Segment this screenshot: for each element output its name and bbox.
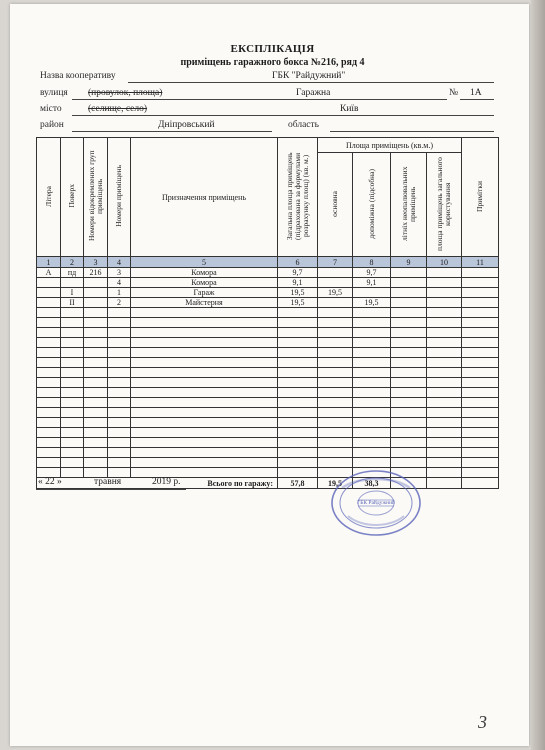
empty-cell — [391, 338, 427, 348]
empty-cell — [131, 338, 278, 348]
header-litera: Літера — [37, 138, 61, 257]
empty-cell — [462, 458, 499, 468]
empty-cell — [318, 388, 353, 398]
empty-cell — [131, 428, 278, 438]
empty-cell — [37, 438, 61, 448]
empty-cell — [84, 338, 108, 348]
col-num: 6 — [278, 257, 318, 268]
empty-cell — [37, 448, 61, 458]
number-line — [460, 99, 494, 100]
empty-cell — [61, 358, 84, 368]
empty-cell — [391, 308, 427, 318]
empty-cell — [427, 418, 462, 428]
header-rooms: Номери приміщень — [108, 138, 131, 257]
empty-cell — [61, 318, 84, 328]
empty-cell — [462, 388, 499, 398]
empty-cell — [108, 388, 131, 398]
empty-cell — [61, 468, 84, 478]
empty-cell — [37, 388, 61, 398]
cell-room: 4 — [108, 278, 131, 288]
empty-cell — [318, 378, 353, 388]
empty-table-row — [37, 468, 499, 478]
cell-total: 19,5 — [278, 288, 318, 298]
empty-cell — [427, 458, 462, 468]
empty-cell — [108, 378, 131, 388]
empty-cell — [37, 458, 61, 468]
page-edge-shadow — [531, 0, 545, 750]
cell-floor: І — [61, 288, 84, 298]
empty-cell — [318, 368, 353, 378]
empty-cell — [84, 408, 108, 418]
empty-cell — [108, 448, 131, 458]
empty-cell — [61, 378, 84, 388]
empty-table-row — [37, 318, 499, 328]
empty-cell — [427, 398, 462, 408]
empty-cell — [318, 318, 353, 328]
empty-cell — [462, 348, 499, 358]
cell-litera — [37, 288, 61, 298]
cell-group — [84, 288, 108, 298]
empty-cell — [462, 318, 499, 328]
empty-cell — [37, 398, 61, 408]
cell-purpose: Комора — [131, 278, 278, 288]
empty-cell — [61, 418, 84, 428]
empty-cell — [84, 468, 108, 478]
empty-table-row — [37, 398, 499, 408]
empty-cell — [318, 458, 353, 468]
empty-cell — [61, 328, 84, 338]
empty-table-row — [37, 348, 499, 358]
cell-floor — [61, 278, 84, 288]
empty-cell — [353, 408, 391, 418]
empty-cell — [61, 428, 84, 438]
empty-cell — [462, 378, 499, 388]
district-label: район — [40, 120, 64, 130]
empty-cell — [61, 408, 84, 418]
empty-cell — [391, 368, 427, 378]
empty-cell — [278, 308, 318, 318]
empty-cell — [108, 328, 131, 338]
total-aux: 38,3 — [353, 478, 391, 489]
empty-cell — [278, 408, 318, 418]
cell-purpose: Гараж — [131, 288, 278, 298]
document-title: ЕКСПЛІКАЦІЯ — [230, 43, 315, 55]
empty-cell — [37, 328, 61, 338]
page-number: 3 — [478, 712, 487, 732]
empty-cell — [318, 348, 353, 358]
empty-cell — [353, 328, 391, 338]
empty-cell — [353, 308, 391, 318]
empty-cell — [108, 408, 131, 418]
city-value: Київ — [340, 104, 359, 114]
empty-cell — [462, 308, 499, 318]
empty-cell — [61, 398, 84, 408]
table-row — [37, 278, 499, 288]
empty-cell — [131, 348, 278, 358]
table-row — [37, 298, 499, 308]
empty-cell — [318, 438, 353, 448]
empty-cell — [61, 338, 84, 348]
empty-cell — [108, 368, 131, 378]
col-num: 8 — [353, 257, 391, 268]
empty-cell — [462, 338, 499, 348]
empty-cell — [391, 398, 427, 408]
empty-table-row — [37, 438, 499, 448]
empty-cell — [353, 348, 391, 358]
empty-cell — [37, 378, 61, 388]
empty-cell — [108, 358, 131, 368]
empty-cell — [318, 448, 353, 458]
empty-cell — [318, 398, 353, 408]
empty-cell — [462, 468, 499, 478]
district-value: Дніпровський — [158, 120, 215, 130]
header-main: основна — [318, 153, 353, 257]
cell-floor: ІІ — [61, 298, 84, 308]
empty-cell — [108, 348, 131, 358]
empty-cell — [278, 458, 318, 468]
empty-cell — [278, 348, 318, 358]
empty-cell — [61, 308, 84, 318]
empty-cell — [427, 378, 462, 388]
cell-aux — [353, 288, 391, 298]
empty-cell — [391, 358, 427, 368]
col-num: 1 — [37, 257, 61, 268]
region-line — [330, 131, 494, 132]
cell-aux: 9,7 — [353, 268, 391, 278]
empty-cell — [278, 388, 318, 398]
empty-cell — [131, 358, 278, 368]
date-month: травня — [94, 477, 122, 487]
empty-cell — [318, 308, 353, 318]
empty-cell — [353, 398, 391, 408]
empty-cell — [427, 328, 462, 338]
empty-table-row — [37, 448, 499, 458]
empty-cell — [108, 418, 131, 428]
empty-cell — [61, 348, 84, 358]
empty-cell — [318, 328, 353, 338]
col-num: 11 — [462, 257, 499, 268]
cell-main — [318, 298, 353, 308]
empty-cell — [353, 438, 391, 448]
empty-cell — [353, 378, 391, 388]
empty-cell — [427, 338, 462, 348]
cell-purpose: Майстерня — [131, 298, 278, 308]
empty-cell — [353, 418, 391, 428]
empty-cell — [108, 398, 131, 408]
street-line — [72, 99, 447, 100]
empty-cell — [353, 338, 391, 348]
coop-value: ГБК "Райдужний" — [272, 71, 346, 81]
city-label: місто — [40, 104, 62, 114]
round-stamp — [328, 468, 424, 538]
empty-rows — [37, 308, 499, 478]
empty-cell — [318, 338, 353, 348]
cell-litera — [37, 278, 61, 288]
empty-cell — [278, 398, 318, 408]
empty-cell — [131, 408, 278, 418]
empty-cell — [318, 408, 353, 418]
empty-table-row — [37, 368, 499, 378]
empty-cell — [131, 448, 278, 458]
empty-cell — [462, 328, 499, 338]
col-num: 5 — [131, 257, 278, 268]
table-row — [37, 268, 499, 278]
empty-cell — [61, 458, 84, 468]
empty-cell — [427, 368, 462, 378]
empty-table-row — [37, 418, 499, 428]
empty-cell — [427, 318, 462, 328]
empty-cell — [462, 448, 499, 458]
empty-cell — [391, 418, 427, 428]
empty-cell — [131, 468, 278, 478]
empty-cell — [391, 428, 427, 438]
street-label: вулиця — [40, 88, 68, 98]
empty-cell — [278, 428, 318, 438]
empty-cell — [462, 358, 499, 368]
header-aux: допоміжна (підсобна) — [353, 153, 391, 257]
coop-line — [128, 82, 494, 83]
empty-cell — [61, 388, 84, 398]
empty-cell — [278, 318, 318, 328]
empty-cell — [84, 448, 108, 458]
empty-cell — [391, 438, 427, 448]
empty-cell — [462, 368, 499, 378]
empty-cell — [131, 378, 278, 388]
empty-cell — [37, 308, 61, 318]
empty-cell — [391, 408, 427, 418]
total-label: Всього по гаражу: — [37, 478, 278, 489]
empty-cell — [131, 458, 278, 468]
empty-cell — [278, 448, 318, 458]
cell-total: 9,1 — [278, 278, 318, 288]
header-floor: Поверх — [61, 138, 84, 257]
empty-cell — [391, 378, 427, 388]
empty-cell — [108, 318, 131, 328]
empty-cell — [108, 438, 131, 448]
empty-cell — [61, 448, 84, 458]
cell-room: 3 — [108, 268, 131, 278]
empty-cell — [84, 308, 108, 318]
empty-cell — [278, 338, 318, 348]
empty-cell — [131, 398, 278, 408]
region-label: область — [288, 120, 320, 130]
stamp-text: ГБК Райдужний — [357, 500, 395, 506]
date-day: « 22 » — [38, 477, 62, 487]
empty-cell — [84, 458, 108, 468]
empty-cell — [84, 388, 108, 398]
date-line — [36, 489, 186, 490]
empty-cell — [37, 318, 61, 328]
empty-cell — [462, 398, 499, 408]
empty-cell — [427, 428, 462, 438]
empty-table-row — [37, 328, 499, 338]
cell-group — [84, 278, 108, 288]
empty-cell — [84, 378, 108, 388]
total-main: 19,5 — [318, 478, 353, 489]
cell-room: 1 — [108, 288, 131, 298]
date-year: 2019 р. — [152, 477, 181, 487]
empty-cell — [37, 408, 61, 418]
cell-purpose: Комора — [131, 268, 278, 278]
empty-cell — [61, 368, 84, 378]
empty-table-row — [37, 378, 499, 388]
empty-cell — [427, 388, 462, 398]
empty-cell — [391, 458, 427, 468]
cell-group: 216 — [84, 268, 108, 278]
header-area-group: Площа приміщень (кв.м.) — [318, 138, 462, 153]
header-summer: літніх неопалювальних приміщень — [391, 153, 427, 257]
empty-cell — [391, 388, 427, 398]
empty-cell — [37, 348, 61, 358]
header-notes: Примітки — [462, 138, 499, 257]
empty-cell — [353, 318, 391, 328]
empty-cell — [84, 428, 108, 438]
header-total-area: Загальна площа приміщень (підрахована за формулами розрахунку площ) (кв. м.) — [278, 138, 318, 257]
explication-table — [36, 137, 499, 489]
empty-cell — [318, 428, 353, 438]
table-row — [37, 288, 499, 298]
empty-cell — [37, 338, 61, 348]
header-purpose: Призначення приміщень — [131, 138, 278, 257]
empty-cell — [391, 348, 427, 358]
empty-cell — [84, 418, 108, 428]
street-alt-label: (провулок, площа) — [88, 88, 163, 98]
cell-room: 2 — [108, 298, 131, 308]
empty-table-row — [37, 358, 499, 368]
total-area: 57,8 — [278, 478, 318, 489]
number-label: № — [449, 88, 459, 98]
empty-cell — [462, 438, 499, 448]
empty-cell — [427, 308, 462, 318]
col-num: 7 — [318, 257, 353, 268]
city-line — [72, 115, 494, 116]
col-num: 4 — [108, 257, 131, 268]
empty-cell — [84, 438, 108, 448]
empty-cell — [278, 328, 318, 338]
city-alt-label: (селище, село) — [88, 104, 148, 114]
empty-cell — [108, 428, 131, 438]
empty-table-row — [37, 388, 499, 398]
column-number-row — [37, 257, 499, 268]
coop-label: Назва кооперативу — [40, 71, 116, 81]
empty-cell — [353, 458, 391, 468]
empty-cell — [462, 408, 499, 418]
empty-cell — [278, 358, 318, 368]
cell-aux: 19,5 — [353, 298, 391, 308]
col-num: 2 — [61, 257, 84, 268]
empty-cell — [318, 418, 353, 428]
empty-table-row — [37, 458, 499, 468]
empty-cell — [391, 448, 427, 458]
empty-cell — [278, 378, 318, 388]
empty-cell — [108, 308, 131, 318]
empty-cell — [131, 328, 278, 338]
empty-cell — [84, 398, 108, 408]
empty-cell — [131, 318, 278, 328]
cell-main: 19,5 — [318, 288, 353, 298]
col-num: 10 — [427, 257, 462, 268]
empty-cell — [353, 358, 391, 368]
cell-main — [318, 268, 353, 278]
empty-cell — [278, 368, 318, 378]
empty-cell — [37, 368, 61, 378]
empty-cell — [427, 448, 462, 458]
empty-cell — [318, 358, 353, 368]
empty-cell — [462, 418, 499, 428]
cell-litera — [37, 298, 61, 308]
empty-cell — [37, 418, 61, 428]
empty-cell — [84, 348, 108, 358]
cell-total: 9,7 — [278, 268, 318, 278]
empty-cell — [278, 468, 318, 478]
cell-group — [84, 298, 108, 308]
empty-cell — [391, 328, 427, 338]
header-common: площа приміщень загального користування — [427, 153, 462, 257]
empty-cell — [391, 318, 427, 328]
number-value: 1А — [470, 88, 482, 98]
empty-cell — [353, 448, 391, 458]
empty-cell — [108, 458, 131, 468]
empty-cell — [84, 368, 108, 378]
empty-cell — [108, 468, 131, 478]
empty-cell — [353, 428, 391, 438]
col-num: 9 — [391, 257, 427, 268]
empty-cell — [427, 468, 462, 478]
cell-total: 19,5 — [278, 298, 318, 308]
empty-cell — [427, 408, 462, 418]
empty-cell — [61, 438, 84, 448]
cell-aux: 9,1 — [353, 278, 391, 288]
empty-cell — [84, 328, 108, 338]
empty-cell — [131, 308, 278, 318]
empty-cell — [37, 428, 61, 438]
cell-floor: пд — [61, 268, 84, 278]
empty-cell — [131, 418, 278, 428]
empty-cell — [131, 438, 278, 448]
empty-cell — [131, 388, 278, 398]
header-groups: Номери відокремлених груп приміщень — [84, 138, 108, 257]
empty-cell — [462, 428, 499, 438]
cell-litera: А — [37, 268, 61, 278]
empty-cell — [427, 348, 462, 358]
empty-cell — [131, 368, 278, 378]
empty-cell — [37, 468, 61, 478]
empty-cell — [427, 358, 462, 368]
street-value: Гаражна — [296, 88, 331, 98]
empty-table-row — [37, 428, 499, 438]
empty-table-row — [37, 338, 499, 348]
empty-cell — [353, 388, 391, 398]
empty-cell — [108, 338, 131, 348]
district-line — [72, 131, 272, 132]
empty-cell — [427, 438, 462, 448]
empty-cell — [84, 358, 108, 368]
cell-main — [318, 278, 353, 288]
empty-cell — [37, 358, 61, 368]
col-num: 3 — [84, 257, 108, 268]
document-subtitle: приміщень гаражного бокса №216, ряд 4 — [180, 57, 365, 68]
empty-table-row — [37, 408, 499, 418]
empty-cell — [353, 368, 391, 378]
empty-table-row — [37, 308, 499, 318]
empty-cell — [84, 318, 108, 328]
empty-cell — [278, 418, 318, 428]
empty-cell — [278, 438, 318, 448]
